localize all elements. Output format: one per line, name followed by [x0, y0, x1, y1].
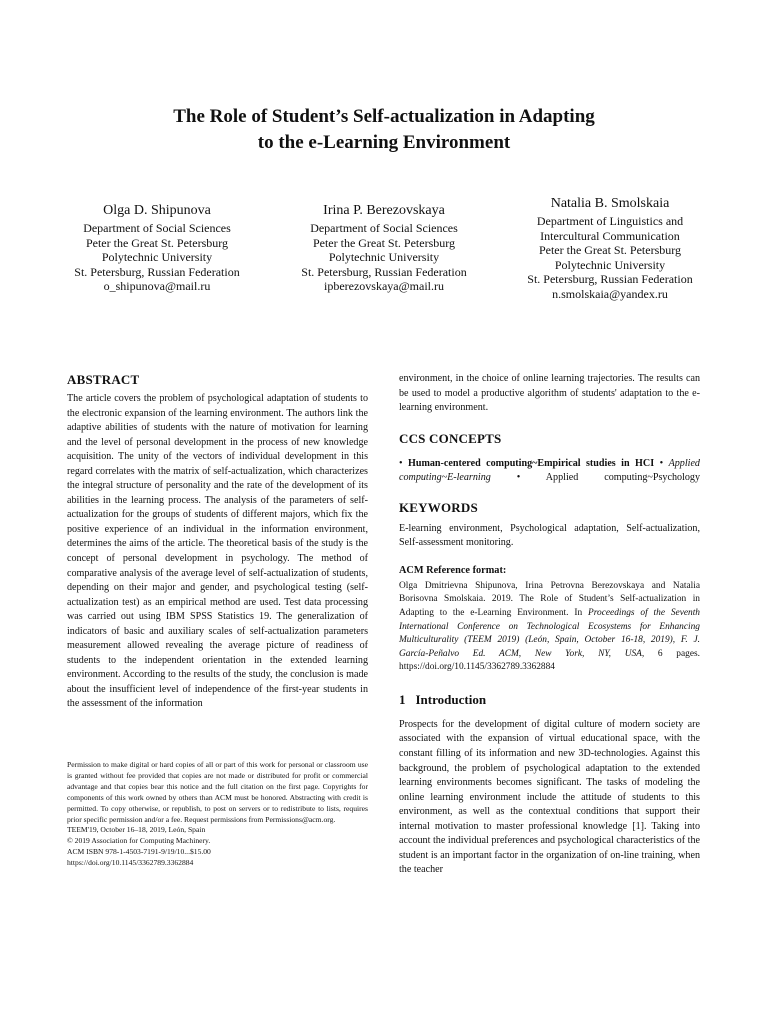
ccs-item-2: Applied computing~E-learning	[399, 457, 700, 484]
title-line-2: to the e-Learning Environment	[257, 132, 511, 153]
author-affiliation: St. Petersburg, Russian Federation	[74, 264, 240, 279]
reference-authors: Olga Dmitrievna Shipunova, Irina Petrovna Berezovskaya and Natalia Borisovna Smolskaia. 2019. The Role of Student’s Self-actualization in Adapting to the e-Learning Environment. In	[399, 580, 700, 618]
author-block-3	[510, 195, 710, 302]
keywords-text: E-learning environment, Psychological adaptation, Self-actualization, Self-assessment monitoring.	[399, 522, 700, 549]
abstract-heading: ABSTRACT	[67, 372, 140, 387]
permission-notice: Permission to make digital or hard copies of all or part of this work for personal or classroom use is granted without fee provided that copies are not made or distributed for profit or commercial advantage and that copies bear this notice and the full citation on the first page. Copyrights for components of this work owned by others than ACM must be honored. Abstracting with credit is permitted. To copy otherwise, or republish, to post on servers or to redistribute to lists, requires prior specific permission and/or a fee. Request permissions from Permissions@acm.org.	[67, 760, 368, 824]
author-affiliation: Polytechnic University	[101, 250, 213, 265]
author-affiliation: Polytechnic University	[554, 257, 666, 272]
author-affiliation: Peter the Great St. Petersburg	[85, 235, 229, 250]
right-column	[399, 372, 700, 878]
author-email: n.smolskaia@yandex.ru	[552, 286, 668, 301]
author-affiliation: Peter the Great St. Petersburg	[538, 243, 682, 258]
abstract-text: The article covers the problem of psychological adaptation of students to the electronic expansion of the learning environment. The authors link the adaptive abilities of students with the nature of motivation for learning and the level of personal development in the process of new knowledge acquisition. The unity of the vectors of individual development in this regard correlates with the matrix of self-actualization, which characterizes the integral structure of personality and the rate of the development of its abilities in the learning process. The analysis of the parameters of self-actualization for the groups of students of different majors, which fix the positive experience of an individual in the information environment, determines the aims of the article. The theoretical basis of the study is the concept of personal development in psychology. The method of comparative analysis of the average level of self-actualization of students, depending on their major and gender, and psychological testing (self-actualization test) as an empirical method are used. Test data processing was carried out using IBM SPSS Statistics 19. The generalization of indicators of basic and auxiliary scales of self-actualization parameters measurement allowed revealing the average picture of readiness of students to the independent orientation in the extended learning environment. According to the results of the study, the conclusion is made about the insufficient level of independence of the first-year students in the assessment of the information	[67, 393, 368, 710]
author-affiliation: St. Petersburg, Russian Federation	[527, 272, 693, 287]
title-line-1: The Role of Student’s Self-actualization in Adapting	[173, 106, 595, 127]
author-email: o_shipunova@mail.ru	[103, 279, 211, 294]
keywords-heading: KEYWORDS	[399, 499, 478, 515]
author-affiliation: Polytechnic University	[328, 250, 440, 265]
author-name: Natalia B. Smolskaia	[550, 196, 670, 211]
author-affiliation: Peter the Great St. Petersburg	[312, 235, 456, 250]
author-block-1	[57, 202, 257, 294]
ccs-concepts	[399, 457, 700, 486]
conference-info: TEEM'19, October 16–18, 2019, León, Spain	[67, 825, 206, 835]
acm-reference-text	[399, 580, 700, 675]
author-affiliation: Intercultural Communication	[540, 228, 680, 243]
author-block-2	[284, 202, 484, 294]
doi-link[interactable]: https://doi.org/10.1145/3362789.3362884	[67, 858, 194, 868]
acm-reference-heading: ACM Reference format:	[399, 564, 507, 576]
author-email: ipberezovskaya@mail.ru	[323, 279, 444, 294]
section-title: Introduction	[415, 691, 487, 707]
ccs-item-3: Applied computing~Psychology	[545, 472, 700, 484]
paper-title	[0, 104, 768, 156]
author-name: Olga D. Shipunova	[103, 203, 211, 218]
author-affiliation: Department of Social Sciences	[83, 221, 231, 235]
author-affiliation: Department of Social Sciences	[310, 221, 458, 235]
abstract-continuation: environment, in the choice of online learning trajectories. The results can be used to model a productive algorithm of students' adaptation to the e-learning environment.	[399, 373, 700, 414]
section-heading-introduction	[399, 692, 700, 708]
ccs-item-1: Human-centered computing~Empirical studies in HCI	[408, 457, 655, 469]
ccs-bullet: •	[659, 457, 664, 469]
introduction-text: Prospects for the development of digital culture of modern society are associated with the expansion of virtual educational space, with the constant filling of its information and new 3D-technologies. Against this background, the problem of psychological adaptation to the extended learning environments becomes significant. The tasks of modeling the online learning environment include the attitude of students to this environment, as well as the contextual conditions that support their internal motivation to master professional knowledge [1]. Taking into account the individual preferences and psychological characteristics of the student is an important factor in the organization of on-line training, when the teacher	[399, 718, 700, 876]
reference-pages: 6 pages. https://doi.org/10.1145/3362789.3362884	[399, 648, 700, 673]
ccs-bullet: •	[399, 457, 403, 469]
isbn: ACM ISBN 978-1-4503-7191-9/19/10...$15.00	[67, 847, 211, 857]
copyright-notice: © 2019 Association for Computing Machinery.	[67, 836, 211, 846]
permission-footnote	[67, 760, 368, 869]
author-name: Irina P. Berezovskaya	[323, 203, 445, 218]
reference-venue: Proceedings of the Seventh International Conference on Technological Ecosystems for Enhancing Multiculturality (TEEM 2019) (León, Spain, October 16-18, 2019), F. J. García-Peñalvo Ed. ACM, New York, NY, USA,	[399, 607, 700, 659]
left-column	[67, 372, 368, 712]
ccs-heading: CCS CONCEPTS	[399, 430, 502, 446]
author-affiliation: Department of Linguistics and	[536, 214, 684, 228]
section-number: 1	[399, 691, 406, 707]
ccs-bullet: •	[516, 472, 521, 484]
author-affiliation: St. Petersburg, Russian Federation	[301, 264, 467, 279]
